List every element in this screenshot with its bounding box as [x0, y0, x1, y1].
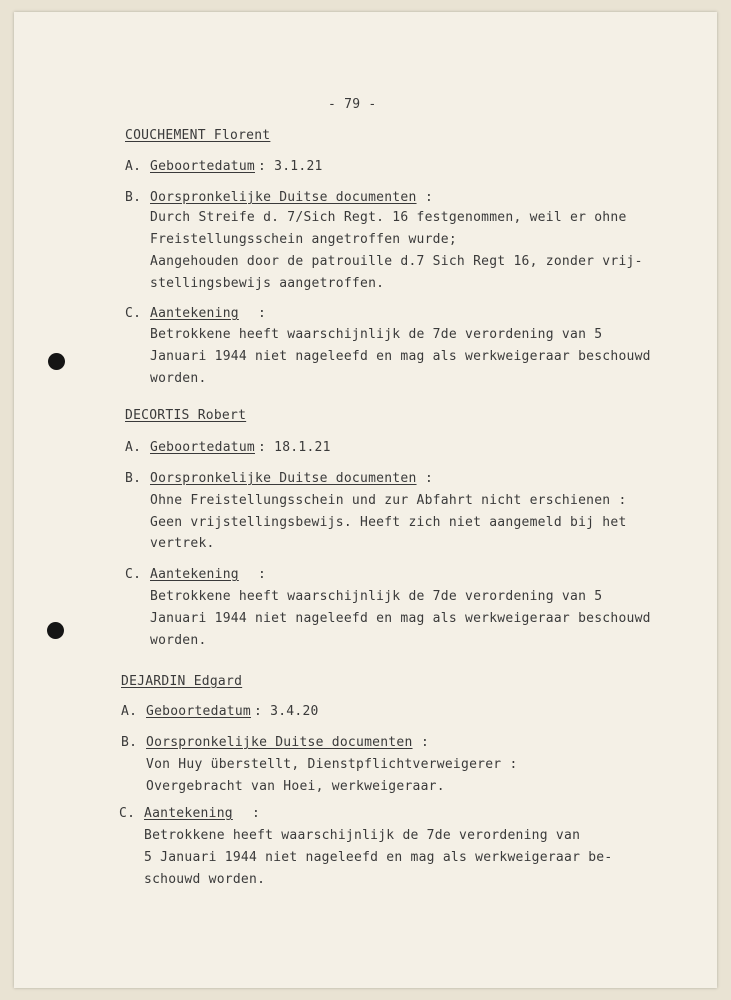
documents-label: Oorspronkelijke Duitse documenten [150, 471, 417, 486]
birthdate-label: Geboortedatum [146, 704, 251, 719]
item-marker: A. [125, 440, 142, 455]
note-line: Januari 1944 niet nageleefd en mag als werkweigeraar beschouwd [150, 349, 651, 364]
note-label: Aantekening [150, 567, 239, 582]
note-label: Aantekening [144, 806, 233, 821]
birthdate-label: Geboortedatum [150, 159, 255, 174]
page-number: - 79 - [328, 97, 377, 112]
note-line: Januari 1944 niet nageleefd en mag als werkweigeraar beschouwd [150, 611, 651, 626]
person-name: DECORTIS Robert [125, 408, 247, 423]
note-line: 5 Januari 1944 niet nageleefd en mag als werkweigeraar be- [144, 850, 613, 865]
documents-line: Aangehouden door de patrouille d.7 Sich Regt 16, zonder vrij- [150, 254, 643, 269]
item-marker: B. [125, 190, 142, 205]
note-label: Aantekening [150, 306, 239, 321]
documents-line: Durch Streife d. 7/Sich Regt. 16 festgenommen, weil er ohne [150, 210, 627, 225]
document-page [14, 12, 717, 988]
note-line: schouwd worden. [144, 872, 266, 887]
documents-line: Ohne Freistellungsschein und zur Abfahrt nicht erschienen : [150, 493, 627, 508]
documents-colon: : [421, 735, 430, 750]
person-name: DEJARDIN Edgard [121, 674, 243, 689]
birthdate-value: : 3.1.21 [258, 159, 323, 174]
item-marker: B. [125, 471, 142, 486]
note-colon: : [258, 567, 267, 582]
item-marker: C. [125, 567, 142, 582]
documents-line: Von Huy überstellt, Dienstpflichtverweigerer : [146, 757, 518, 772]
documents-label: Oorspronkelijke Duitse documenten [146, 735, 413, 750]
item-marker: A. [125, 159, 142, 174]
note-colon: : [258, 306, 267, 321]
documents-label: Oorspronkelijke Duitse documenten [150, 190, 417, 205]
note-colon: : [252, 806, 261, 821]
item-marker: A. [121, 704, 138, 719]
birthdate-value: : 18.1.21 [258, 440, 331, 455]
documents-colon: : [425, 190, 434, 205]
punch-hole-bottom [47, 622, 64, 639]
documents-colon: : [425, 471, 434, 486]
note-line: Betrokkene heeft waarschijnlijk de 7de verordening van 5 [150, 589, 603, 604]
documents-line: Freistellungsschein angetroffen wurde; [150, 232, 457, 247]
item-marker: C. [119, 806, 136, 821]
note-line: Betrokkene heeft waarschijnlijk de 7de verordening van [144, 828, 581, 843]
birthdate-value: : 3.4.20 [254, 704, 319, 719]
item-marker: C. [125, 306, 142, 321]
item-marker: B. [121, 735, 138, 750]
person-name: COUCHEMENT Florent [125, 128, 271, 143]
note-line: worden. [150, 371, 207, 386]
documents-line: Overgebracht van Hoei, werkweigeraar. [146, 779, 445, 794]
documents-line: Geen vrijstellingsbewijs. Heeft zich niet aangemeld bij het [150, 515, 627, 530]
documents-line: stellingsbewijs aangetroffen. [150, 276, 385, 291]
birthdate-label: Geboortedatum [150, 440, 255, 455]
documents-line: vertrek. [150, 536, 215, 551]
note-line: Betrokkene heeft waarschijnlijk de 7de verordening van 5 [150, 327, 603, 342]
note-line: worden. [150, 633, 207, 648]
punch-hole-top [48, 353, 65, 370]
